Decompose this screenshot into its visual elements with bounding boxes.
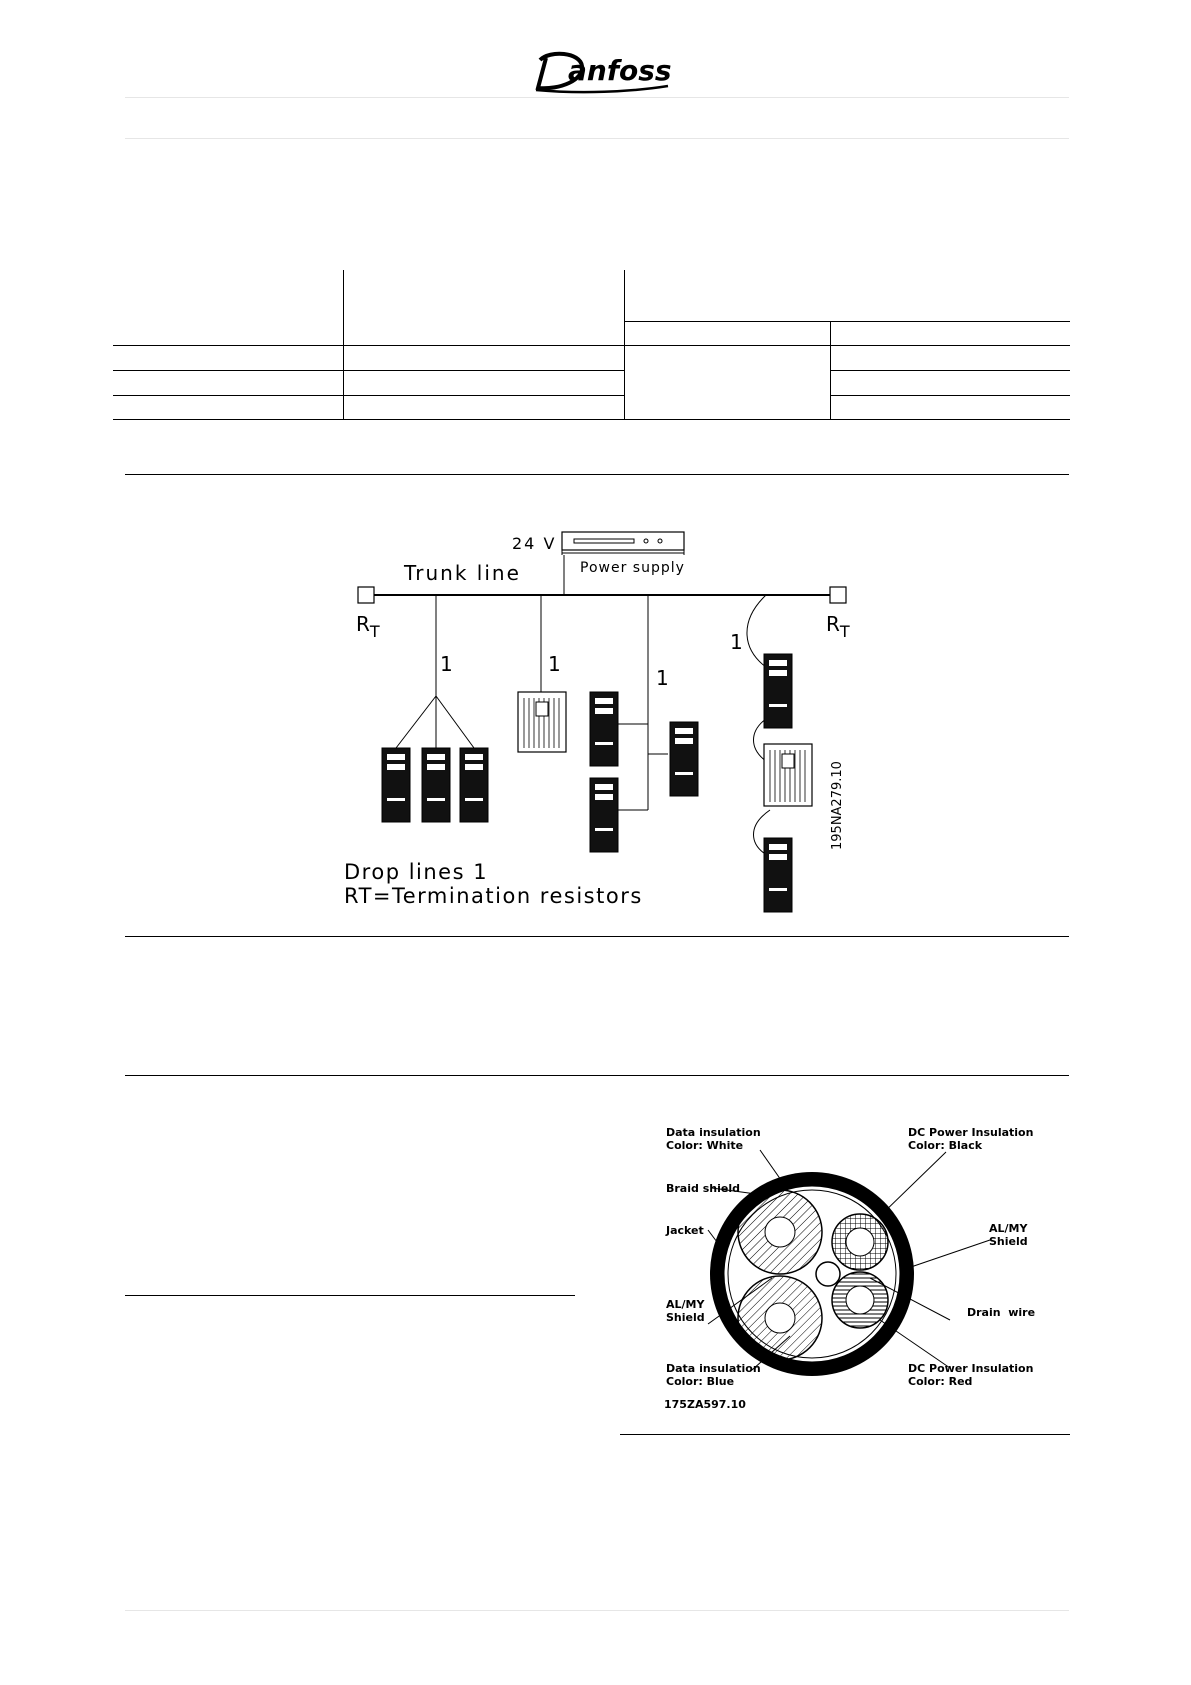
cable-figure-code: 175ZA597.10 bbox=[664, 1398, 746, 1411]
figure-code: 195NA279.10 bbox=[830, 761, 845, 850]
header-divider bbox=[125, 97, 1069, 98]
label-dc-power-red: DC Power Insulation Color: Red bbox=[908, 1362, 1034, 1388]
header-divider-2 bbox=[125, 138, 1069, 139]
legend-termination: RT=Termination resistors bbox=[344, 884, 643, 908]
drop-number: 1 bbox=[656, 666, 669, 690]
cable-diagram bbox=[660, 1128, 1060, 1418]
drop-number: 1 bbox=[730, 630, 743, 654]
label-drain-wire: Drain wire bbox=[967, 1306, 1036, 1319]
voltage-label: 24 V bbox=[512, 534, 557, 553]
drop-number: 1 bbox=[440, 652, 453, 676]
label-almy-shield-left: AL/MY Shield bbox=[666, 1298, 705, 1324]
label-almy-shield-right: AL/MY Shield bbox=[989, 1222, 1028, 1248]
label-data-insulation-white: Data insulation Color: White bbox=[666, 1126, 761, 1152]
termination-label-right: $R_T$ bbox=[826, 612, 850, 641]
network-diagram bbox=[330, 520, 890, 920]
brand-logo bbox=[520, 40, 680, 100]
label-braid-shield: Braid shield bbox=[666, 1182, 740, 1195]
section-divider bbox=[125, 1075, 1069, 1076]
label-dc-power-black: DC Power Insulation Color: Black bbox=[908, 1126, 1034, 1152]
power-supply-label: Power supply bbox=[580, 560, 685, 576]
termination-label-left: $R_T$ bbox=[356, 612, 380, 641]
section-divider bbox=[125, 936, 1069, 937]
drop-number: 1 bbox=[548, 652, 561, 676]
label-jacket: Jacket bbox=[666, 1224, 704, 1237]
legend-drop-lines: Drop lines 1 bbox=[344, 860, 489, 884]
footer-divider bbox=[125, 1610, 1069, 1611]
figure-divider bbox=[620, 1434, 1070, 1435]
svg-text:anfoss: anfoss bbox=[568, 54, 672, 87]
trunk-line-label: Trunk line bbox=[404, 561, 521, 585]
column-divider bbox=[125, 1295, 575, 1296]
label-data-insulation-blue: Data insulation Color: Blue bbox=[666, 1362, 761, 1388]
section-divider bbox=[125, 474, 1069, 475]
